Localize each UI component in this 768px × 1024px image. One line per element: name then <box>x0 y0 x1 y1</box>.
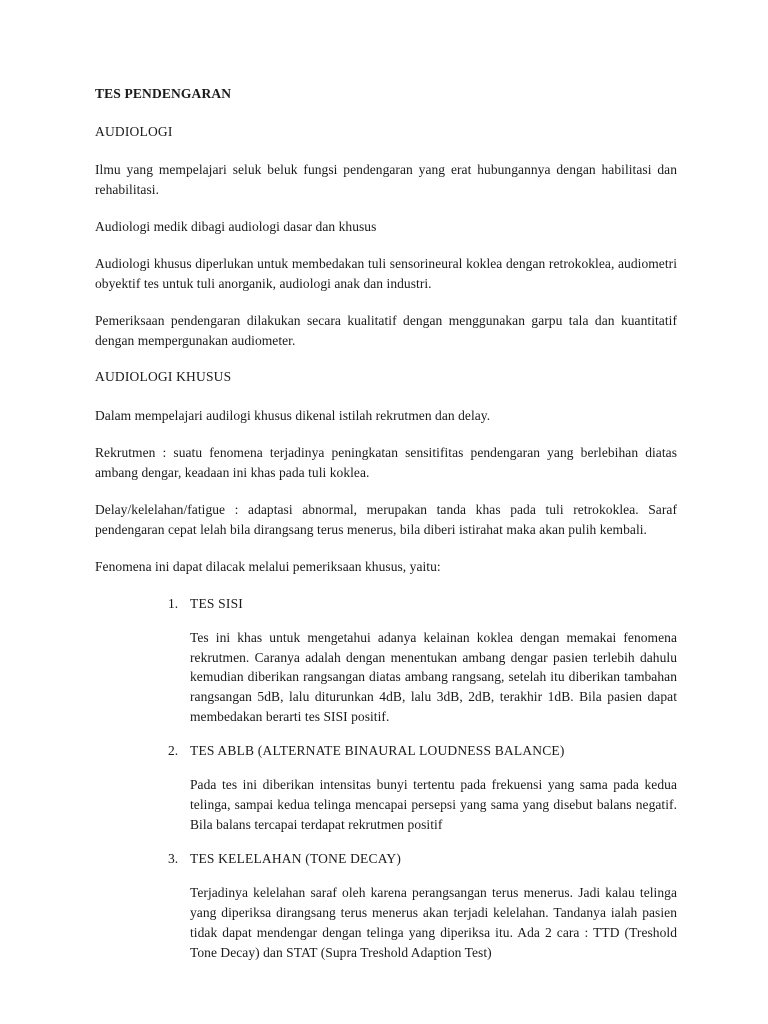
paragraph-delay-definition: Delay/kelelahan/fatigue : adaptasi abnormal, merupakan tanda khas pada tuli retrokoklea. Saraf pendengaran cepat lelah bila dirangsang terus menerus, bila diberi istirahat maka akan pulih kembali. <box>95 501 677 537</box>
paragraph-terms-intro: Dalam mempelajari audilogi khusus dikenal istilah rekrutmen dan delay. <box>95 407 491 423</box>
list-item-body: Tes ini khas untuk mengetahui adanya kelainan koklea dengan memakai fenomena rekrutmen. Caranya adalah dengan menentukan ambang dengar pasien terlebih dahulu kemudian diberikan rangsangan diatas ambang rangsang, setelah itu diberikan tambahan rangsangan 5dB, lalu diturunkan 4dB, lalu 3dB, 2dB, terakhir 1dB. Bila pasien dapat membedakan berarti tes SISI positif. <box>190 629 677 725</box>
list-item-title: TES SISI <box>190 595 243 611</box>
list-item-marker: 3. <box>168 851 179 867</box>
paragraph-phenomena-lead-in: Fenomena ini dapat dilacak melalui pemeriksaan khusus, yaitu: <box>95 558 441 574</box>
list-item-title: TES KELELAHAN (TONE DECAY) <box>190 851 402 867</box>
document-body <box>95 86 677 977</box>
page-title: TES PENDENGARAN <box>95 86 232 101</box>
section-heading-audiologi-khusus: AUDIOLOGI KHUSUS <box>95 369 232 385</box>
list-item-marker: 1. <box>168 595 179 611</box>
list-item <box>95 741 677 835</box>
paragraph-special-audiology-purpose: Audiologi khusus diperlukan untuk membedakan tuli sensorineural koklea dengan retrokoklea, audiometri obyektif tes untuk tuli anorganik, audiologi anak dan industri. <box>95 256 677 292</box>
paragraph-rekrutmen-definition: Rekrutmen : suatu fenomena terjadinya peningkatan sensitifitas pendengaran yang berlebihan diatas ambang dengar, keadaan ini khas pada tuli koklea. <box>95 444 677 480</box>
list-item-body: Pada tes ini diberikan intensitas bunyi tertentu pada frekuensi yang sama pada kedua telinga, sampai kedua telinga mencapai persepsi yang sama yang disebut balans negatif. Bila balans tercapai terdapat rekrutmen positif <box>190 777 677 833</box>
list-item <box>95 849 677 963</box>
list-item-body: Terjadinya kelelahan saraf oleh karena perangsangan terus menerus. Jadi kalau telinga yang diperiksa dirangsang terus menerus akan terjadi kelelahan. Tandanya ialah pasien tidak dapat mendengar dengan telinga yang diperiksa itu. Ada 2 cara : TTD (Treshold Tone Decay) dan STAT (Supra Treshold Adaption Test) <box>190 885 677 961</box>
paragraph-intro-definition: Ilmu yang mempelajari seluk beluk fungsi pendengaran yang erat hubungannya dengan habilitasi dan rehabilitasi. <box>95 162 677 198</box>
paragraph-medical-audiology-division: Audiologi medik dibagi audiologi dasar dan khusus <box>95 219 377 235</box>
list-item-title: TES ABLB (ALTERNATE BINAURAL LOUDNESS BALANCE) <box>190 743 565 759</box>
paragraph-examination-methods: Pemeriksaan pendengaran dilakukan secara kualitatif dengan menggunakan garpu tala dan kuantitatif dengan mempergunakan audiometer. <box>95 313 677 349</box>
test-list <box>95 594 677 964</box>
list-item <box>95 594 677 728</box>
section-heading-audiologi: AUDIOLOGI <box>95 123 173 139</box>
list-item-marker: 2. <box>168 743 179 759</box>
